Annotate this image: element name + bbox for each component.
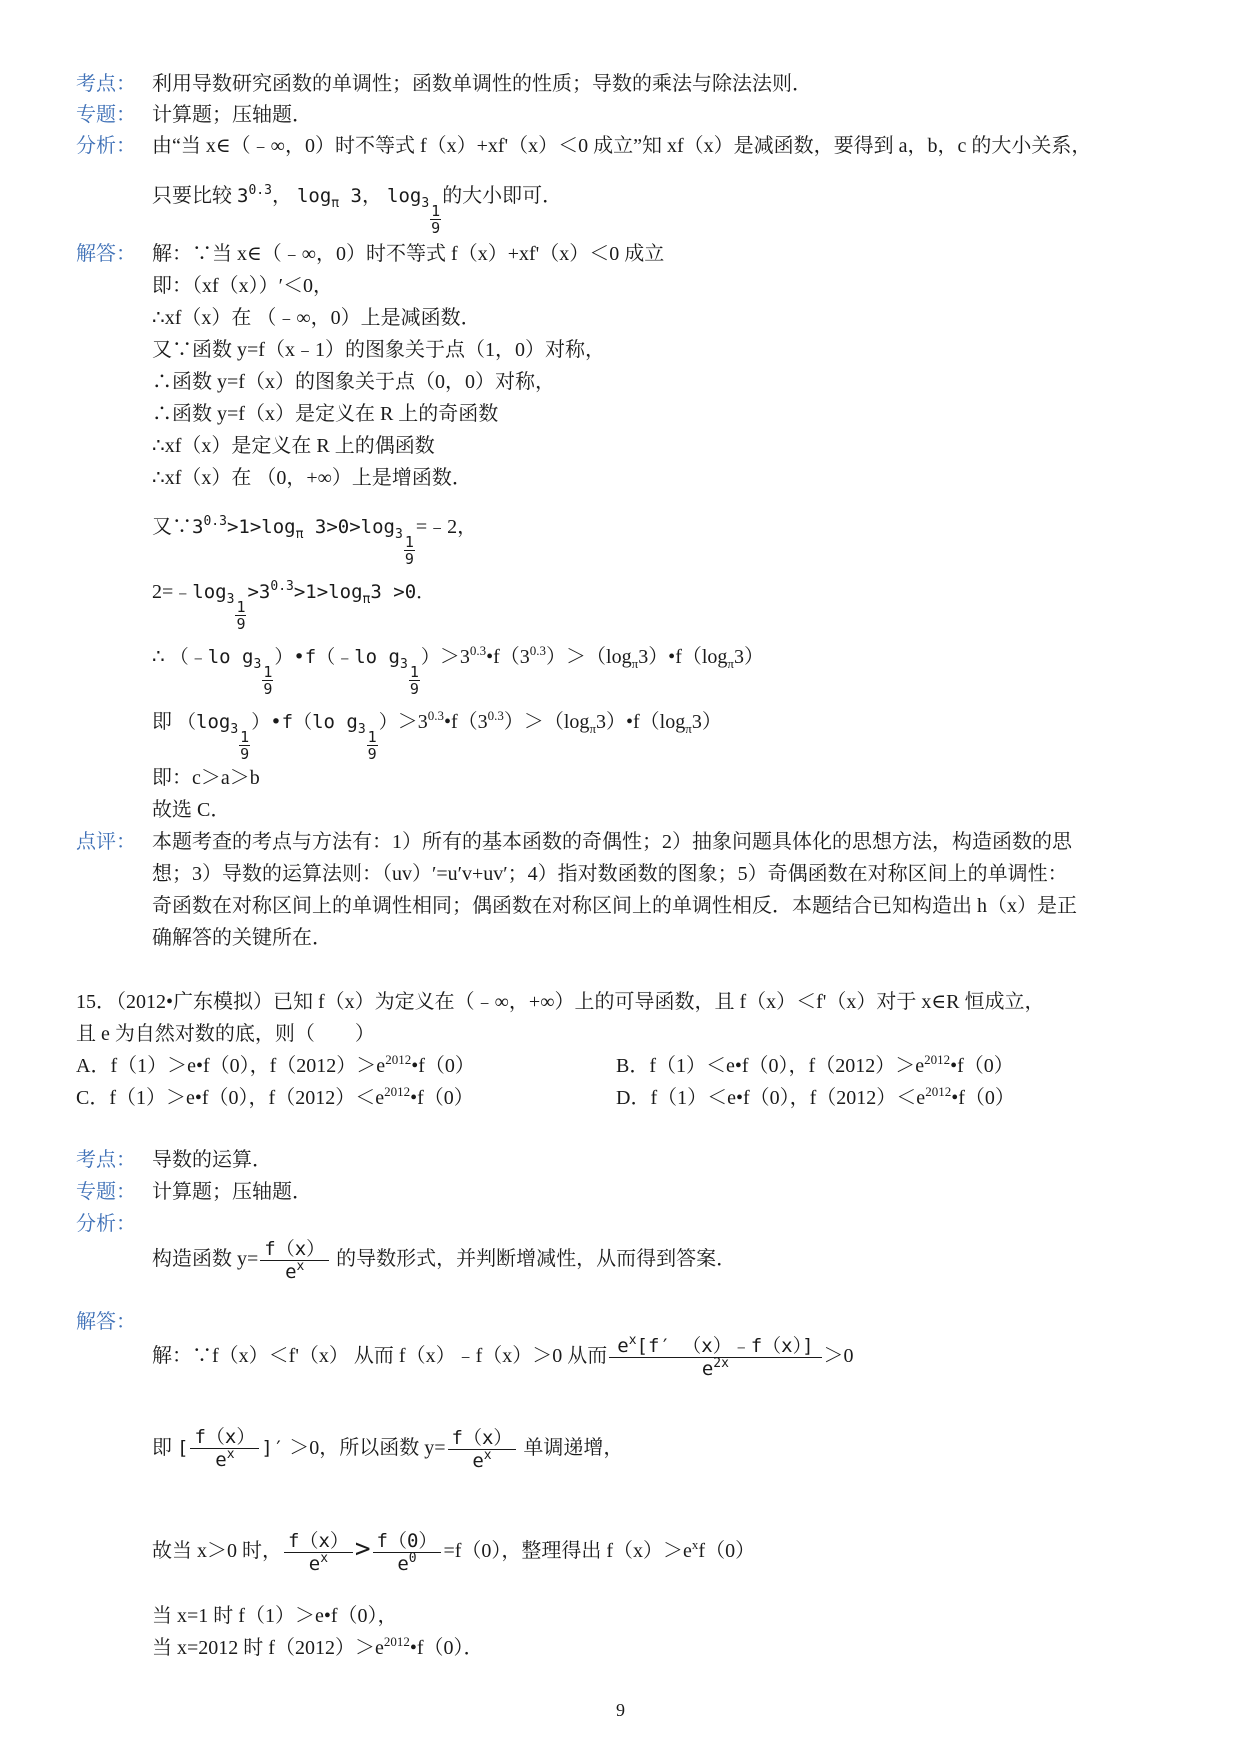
p14-dianping-line1: 本题考查的考点与方法有：1）所有的基本函数的奇偶性；2）抽象问题具体化的思想方法，构造函数的思 (152, 831, 1072, 853)
p14-dianping-line2: 想；3）导数的运算法则：（uv）′=u′v+uv′；4）指对数函数的图象；5）奇偶函数在对称区间上的单调性： (152, 863, 1068, 885)
p14-dianping-line3: 奇函数在对称区间上的单调性相同；偶函数在对称区间上的单调性相反．本题结合已知构造出 h（x）是正 (152, 895, 1077, 917)
p14-jieda-line4: 又∵函数 y=f（x﹣1）的图象关于点（1，0）对称， (152, 339, 605, 361)
p14-jieda-line11: ∴ （﹣lo $g_3$ $\frac{1}{9}$ ）•f（﹣lo $g_3$ $\frac{1}{9}$ ）$>3^{0.3}•f(3^{0.3})>(\log_\pi 3)•f(\log_\pi 3)$ (152, 643, 764, 698)
p14-jieda-line3: ∴xf（x）在 （﹣∞，0）上是减函数． (152, 307, 481, 329)
p14-jieda-line7: ∴xf（x）是定义在 R 上的偶函数 (152, 435, 435, 457)
fraction-fx-over-ex: $\frac{f(x)}{e^x}$ (260, 1238, 329, 1283)
expr-log-pi-3: $\log_\pi 3$ (296, 185, 362, 211)
expr-3-pow-03: $3^{0.3}$ (237, 183, 272, 207)
p15-option-b: B．f（1）＜e•f（0），$f(2012)>e^{2012}•f(0)$ (616, 1052, 1014, 1077)
p15-fenxi-line: 构造函数 y= $\frac{f(x)}{e^x}$ 的导数形式，并判断增减性，从而得到答案． (152, 1238, 737, 1283)
p15-question-line1: 15．（2012•广东模拟）已知 f（x）为定义在（﹣∞，+∞）上的可导函数，且 f（x）＜f'（x）对于 x∈R 恒成立， (76, 991, 1045, 1013)
label-jieda: 解答： (76, 243, 136, 265)
p14-fenxi-line2: 只要比较 $3^{0.3}$， $\log_\pi 3$， $\log_3$ $\frac{1}{9}$ 的大小即可． (152, 183, 563, 237)
label-zhuanti: 专题： (76, 104, 136, 126)
p15-jieda-line3: 故当 x＞0 时， $\frac{f(x)}{e^x}$ > $\frac{f(0)}{e^0}$ =f（0），整理得出 $f(x)>e^xf(0)$ (152, 1530, 756, 1575)
p15-option-d: D．f（1）＜e•f（0），$f(2012)<e^{2012}•f(0)$ (616, 1084, 1015, 1109)
p15-label-jieda: 解答： (76, 1311, 136, 1333)
p14-kaodian-text: 利用导数研究函数的单调性；函数单调性的性质；导数的乘法与除法法则． (152, 73, 812, 95)
p14-jieda-line14: 故选 C． (152, 799, 231, 821)
label-fenxi: 分析： (76, 135, 136, 157)
p14-zhuanti-text: 计算题；压轴题． (152, 104, 312, 126)
p14-jieda-line13: 即：c＞a＞b (152, 767, 260, 789)
fraction-derivative: $\frac{e^x[f' (x)﹣f(x)]}{e^{2x}}$ (609, 1335, 821, 1380)
p15-label-zhuanti: 专题： (76, 1181, 136, 1203)
p14-jieda-line12: 即 （$\log_3$ $\frac{1}{9}$ ）•f（lo $g_3$ $\frac{1}{9}$ ）$>3^{0.3}•f(3^{0.3})>(\log_\pi 3)•f(\log_\pi 3)$ (152, 708, 722, 763)
p15-question-line2: 且 e 为自然对数的底，则（ ） (76, 1023, 375, 1045)
fenxi2-post: 的大小即可． (442, 185, 563, 207)
p14-jieda-line2: 即：（xf（x））′＜0， (152, 275, 334, 297)
p14-jieda-line6: ∴函数 y=f（x）是定义在 R 上的奇函数 (152, 403, 499, 425)
p15-jieda-line4: 当 x=1 时 f（1）＞e•f（0）， (152, 1605, 398, 1627)
p14-jieda-line5: ∴函数 y=f（x）的图象关于点（0，0）对称， (152, 371, 555, 393)
p15-option-a: A．f（1）＞e•f（0），$f(2012)>e^{2012}•f(0)$ (76, 1052, 475, 1077)
fenxi2-pre: 只要比较 (152, 185, 232, 207)
p14-jieda-line1: 解：∵当 x∈（﹣∞，0）时不等式 f（x）+xf'（x）＜0 成立 (152, 243, 665, 265)
p15-label-kaodian: 考点： (76, 1149, 136, 1171)
p14-jieda-line9: 又$\because 3^{0.3}>1>\log_\pi$ $3>0>\log_3$ $\frac{1}{9}$ =﹣2， (152, 514, 478, 568)
p15-jieda-line2: 即 [ $\frac{f(x)}{e^x}$ ]′ ＞0，所以函数 y= $\frac{f(x)}{e^x}$ 单调递增， (152, 1426, 624, 1472)
p14-jieda-line8: ∴xf（x）在 （0，+∞）上是增函数． (152, 467, 472, 489)
label-kaodian: 考点： (76, 73, 136, 95)
page-number: 9 (616, 1700, 625, 1720)
p15-label-fenxi: 分析： (76, 1213, 136, 1235)
p14-jieda-line10: $2=﹣\log_3$ $\frac{1}{9}$ $>3^{0.3}>1>\log_\pi 3 >0$． (152, 579, 436, 633)
p14-fenxi-line1: 由“当 x∈（﹣∞，0）时不等式 f（x）+xf'（x）＜0 成立”知 xf（x）是减函数，要得到 a，b，c 的大小关系， (152, 135, 1092, 157)
p15-option-c: C．f（1）＞e•f（0），$f(2012)<e^{2012}•f(0)$ (76, 1084, 474, 1109)
expr-log3-1-9: $\log_3$ $\frac{1}{9}$ (387, 185, 441, 237)
p14-dianping-line4: 确解答的关键所在． (152, 927, 332, 949)
p15-jieda-line5: 当 x=2012 时 $f(2012)>e^{2012}•f(0)$． (152, 1634, 484, 1659)
label-dianping: 点评： (76, 831, 136, 853)
p15-kaodian-text: 导数的运算． (152, 1149, 272, 1171)
p15-jieda-line1: 解：∵f（x）＜f'（x） 从而 f（x）﹣f（x）＞0 从而 $\frac{e^x[f' (x)﹣f(x)]}{e^{2x}}$ ＞0 (152, 1333, 854, 1380)
p15-zhuanti-text: 计算题；压轴题． (152, 1181, 312, 1203)
